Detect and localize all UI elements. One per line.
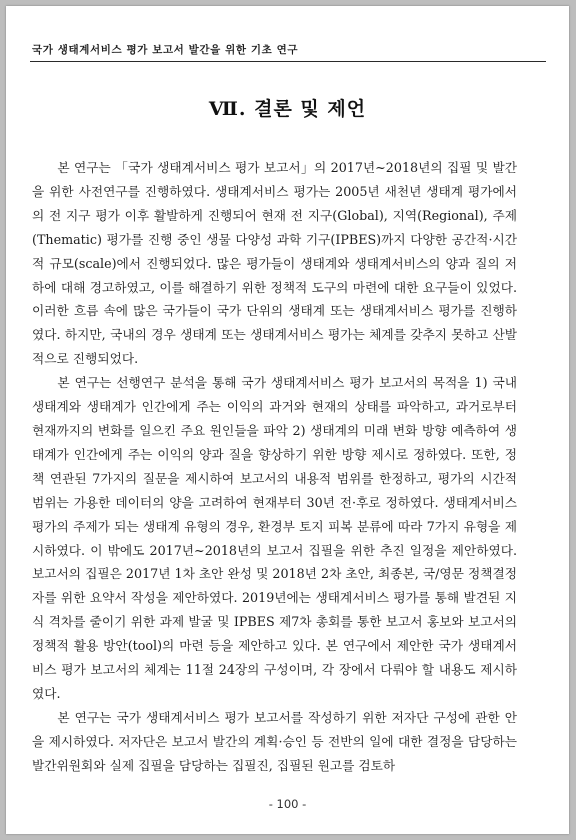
running-header: 국가 생태계서비스 평가 보고서 발간을 위한 기초 연구 [32, 44, 299, 56]
chapter-title: Ⅶ. 결론 및 제언 [208, 98, 367, 120]
page-number: - 100 - [268, 797, 307, 811]
header-divider [30, 61, 546, 62]
body-text [32, 156, 517, 778]
paragraph: 본 연구는 선행연구 분석을 통해 국가 생태계서비스 평가 보고서의 목적을 1) 국내 생태계와 생태계가 인간에게 주는 이익의 과거와 현재의 상태를 파악하고, 과거로부터 현재까지의 변화를 일으킨 주요 원인들을 파악 2) 생태계의 미래 변화 방향 예측하여 생태계가 인간에게 주는 이익의 양과 질을 향상하기 위한 방향 제시로 정하였다. 또한, 정책 연관된 7가지의 질문을 제시하여 보고서의 내용적 범위를 한정하고, 평가의 시간적 범위는 가용한 데이터의 양을 고려하여 현재부터 30년 전·후로 정하였다. 생태계서비스 평가의 주제가 되는 생태계 유형의 경우, 환경부 토지 피복 분류에 따라 7가지 유형을 제시하였다. 이 밖에도 2017년~2018년의 보고서 집필을 위한 추진 일정을 제안하였다. 보고서의 집필은 2017년 1차 초안 완성 및 2018년 2차 초안, 최종본, 국/영문 정책결정자를 위한 요약서 작성을 제안하였다. 2019년에는 생태계서비스 평가를 통해 발견된 지식 격차를 줄이기 위한 과제 발굴 및 IPBES 제7차 총회를 통한 보고서 홍보와 보고서의 정책적 활용 방안(tool)의 마련 등을 제안하고 있다. 본 연구에서 제안한 국가 생태계서비스 평가 보고서의 체계는 11절 24장의 구성이며, 각 장에서 다뤄야 할 내용도 제시하였다. [32, 375, 517, 701]
paragraph: 본 연구는 「국가 생태계서비스 평가 보고서」의 2017년~2018년의 집필 및 발간을 위한 사전연구를 진행하였다. 생태계서비스 평가는 2005년 새천년 생태계 평가에서의 전 지구 평가 이후 활발하게 진행되어 현재 전 지구(Global), 지역(Regional), 주제(Thematic) 평가를 진행 중인 생물 다양성 과학 기구(IPBES)까지 다양한 공간적·시간적 규모(scale)에서 진행되었다. 많은 평가들이 생태계와 생태계서비스의 양과 질의 저하에 대해 경고하였고, 이를 해결하기 위한 정책적 도구의 마련에 대한 요구들이 있었다. 이러한 흐름 속에 많은 국가들이 국가 단위의 생태계 또는 생태계서비스 평가를 진행하였다. 하지만, 국내의 경우 생태계 또는 생태계서비스 평가는 체계를 갖추지 못하고 산발적으로 진행되었다. [32, 160, 517, 367]
document-page [6, 6, 569, 834]
paragraph: 본 연구는 국가 생태계서비스 평가 보고서를 작성하기 위한 저자단 구성에 관한 안을 제시하였다. 저자단은 보고서 발간의 계획·승인 등 전반의 일에 대한 결정을 담당하는 발간위원회와 실제 집필을 담당하는 집필진, 집필된 원고를 검토하 [32, 709, 517, 773]
